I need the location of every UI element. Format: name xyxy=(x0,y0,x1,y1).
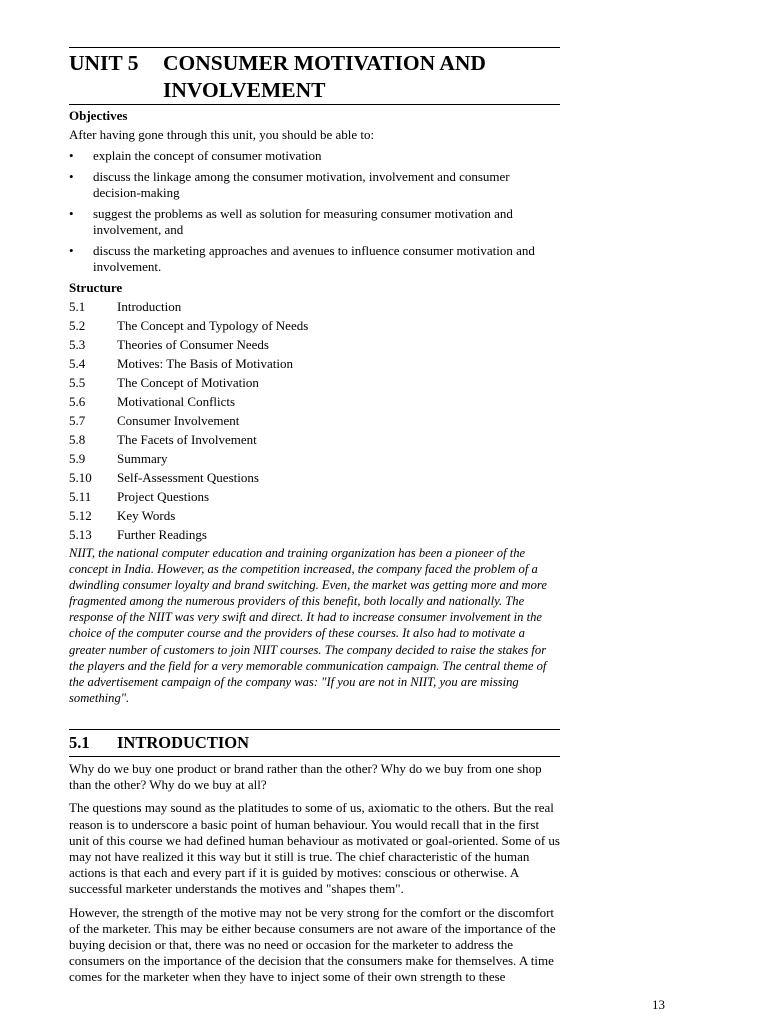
item-number: 5.7 xyxy=(69,413,86,428)
header-top-rule xyxy=(69,47,560,48)
item-number: 5.2 xyxy=(69,318,86,333)
structure-item xyxy=(69,487,560,506)
structure-item xyxy=(69,316,560,335)
unit-title-line2: INVOLVEMENT xyxy=(163,78,326,102)
item-title: Consumer Involvement xyxy=(117,413,240,428)
item-title: Self-Assessment Questions xyxy=(117,470,259,485)
item-title: The Concept and Typology of Needs xyxy=(117,318,309,333)
unit-number: UNIT 5 xyxy=(69,51,139,75)
objective-text: discuss the linkage among the consumer motivation, involvement and consumer decision-making xyxy=(93,169,510,200)
item-title: Project Questions xyxy=(117,489,210,504)
objective-text: discuss the marketing approaches and avenues to influence consumer motivation and involvement. xyxy=(93,243,535,274)
structure-heading: Structure xyxy=(69,280,123,295)
header-bottom-rule xyxy=(69,104,560,105)
structure-item xyxy=(69,354,560,373)
item-number: 5.12 xyxy=(69,508,92,523)
list-item xyxy=(69,169,560,201)
item-number: 5.3 xyxy=(69,337,86,352)
objectives-intro: After having gone through this unit, you should be able to: xyxy=(69,127,375,142)
list-item xyxy=(69,206,560,238)
structure-item xyxy=(69,392,560,411)
list-item xyxy=(69,148,560,164)
objectives-heading: Objectives xyxy=(69,108,128,123)
bullet-icon: • xyxy=(69,243,74,258)
item-number: 5.6 xyxy=(69,394,86,409)
structure-item xyxy=(69,506,560,525)
structure-list xyxy=(69,297,560,544)
item-title: The Concept of Motivation xyxy=(117,375,259,390)
paragraph: Why do we buy one product or brand rather than the other? Why do we buy from one shop than the other? Why do we buy at all? xyxy=(69,761,542,793)
item-title: Key Words xyxy=(117,508,176,523)
structure-item xyxy=(69,335,560,354)
objectives-list xyxy=(69,148,560,275)
page-number: 13 xyxy=(652,997,665,1012)
objective-text: suggest the problems as well as solution for measuring consumer motivation and involvement, and xyxy=(93,206,513,237)
item-title: Further Readings xyxy=(117,527,207,542)
item-number: 5.13 xyxy=(69,527,92,542)
section-bottom-rule xyxy=(69,756,560,757)
case-text: NIIT, the national computer education and training organization has been a pioneer of the concept in India. However, as the competition increased, the company faced the problem of a dwindling consumer loyalty and brand switching. Even, the market was getting more and more fragmented among the numerous providers of this benefit, both locally and nationally. The response of the NIIT was very swift and direct. It had to increase consumer involvement in the choice of the computer course and the providers of these courses. It also had to motivate a greater number of customers to join NIIT courses. The company decided to raise the stakes for the players and the field for a very memorable communication campaign. The central theme of the advertisement campaign of the company was: "If you are not in NIIT, you are missing something". xyxy=(69,546,547,705)
section-number: 5.1 xyxy=(69,733,90,752)
item-number: 5.10 xyxy=(69,470,92,485)
item-number: 5.5 xyxy=(69,375,86,390)
bullet-icon: • xyxy=(69,148,74,163)
unit-title-line1: CONSUMER MOTIVATION AND xyxy=(163,51,486,75)
structure-item xyxy=(69,525,560,544)
list-item xyxy=(69,243,560,275)
item-number: 5.9 xyxy=(69,451,86,466)
structure-item xyxy=(69,449,560,468)
structure-item xyxy=(69,430,560,449)
objective-text: explain the concept of consumer motivation xyxy=(93,148,322,163)
objectives-section xyxy=(69,108,560,280)
paragraph: The questions may sound as the platitudes to some of us, axiomatic to the others. But the real reason is to underscore a basic point of human behaviour. You would recall that in the first unit of this course we had defined human behaviour as motivated or goal-oriented. Some of us may not have realized it this way but it still is true. The chief characteristic of the human actions is that each and every part if it is guided by motives: conscious or otherwise. A successful marketer understands the motives and "shapes them". xyxy=(69,800,560,897)
item-title: Summary xyxy=(117,451,168,466)
structure-item xyxy=(69,468,560,487)
item-title: Motivational Conflicts xyxy=(117,394,236,409)
structure-item xyxy=(69,411,560,430)
bullet-icon: • xyxy=(69,206,74,221)
item-number: 5.11 xyxy=(69,489,92,504)
paragraph: However, the strength of the motive may not be very strong for the comfort or the discomfort of the marketer. This may be either because consumers are not aware of the importance of the buying decision or that, there was no need or occasion for the marketer to address the consumers on the importance of the decision that the consumers make for themselves. A time comes for the marketer when they have to inject some of their own strength to these xyxy=(69,904,556,985)
bullet-icon: • xyxy=(69,169,74,184)
structure-item xyxy=(69,297,560,316)
unit-title xyxy=(69,50,560,104)
item-title: The Facets of Involvement xyxy=(117,432,257,447)
section-title: INTRODUCTION xyxy=(117,733,250,752)
item-number: 5.8 xyxy=(69,432,86,447)
item-title: Introduction xyxy=(117,299,182,314)
case-block xyxy=(69,545,560,706)
item-title: Theories of Consumer Needs xyxy=(117,337,269,352)
section-top-rule xyxy=(69,729,560,730)
item-number: 5.1 xyxy=(69,299,86,314)
item-number: 5.4 xyxy=(69,356,86,371)
section-heading xyxy=(69,733,560,753)
item-title: Motives: The Basis of Motivation xyxy=(117,356,293,371)
structure-item xyxy=(69,373,560,392)
structure-section xyxy=(69,280,560,544)
introduction-body xyxy=(69,761,560,993)
